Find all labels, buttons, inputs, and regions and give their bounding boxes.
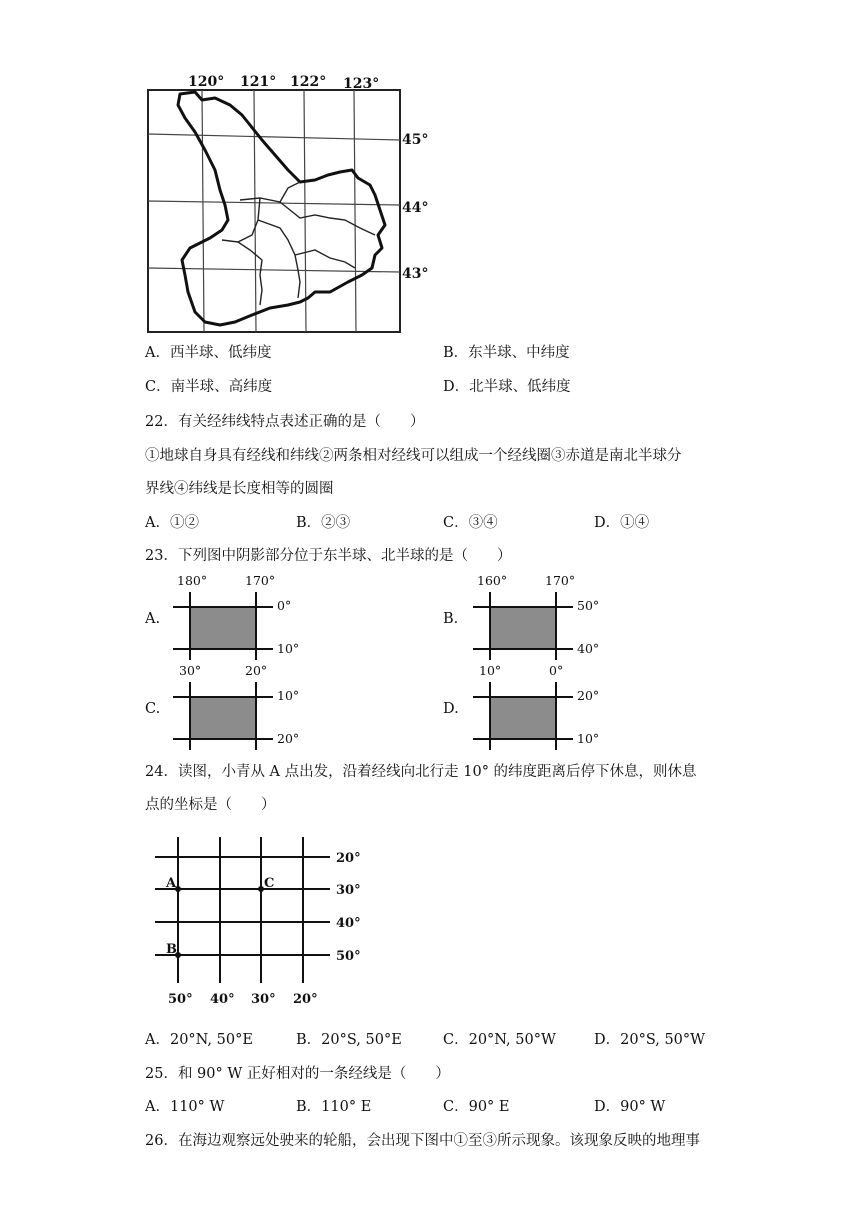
lat-bottom-label: 10° bbox=[277, 641, 300, 656]
q24-option-c[interactable]: C．20°N, 50°W bbox=[443, 1032, 556, 1048]
map-lat-label: 45° bbox=[402, 132, 429, 148]
map-lon-label: 121° bbox=[240, 74, 277, 90]
lat-label: 50° bbox=[336, 949, 361, 964]
region-map-figure bbox=[140, 70, 440, 340]
q23-option-a-letter[interactable]: A. bbox=[145, 611, 161, 627]
lon-label: 20° bbox=[293, 992, 318, 1007]
q25-option-c[interactable]: C．90° E bbox=[443, 1099, 510, 1115]
q23-diagram-d[interactable] bbox=[465, 660, 615, 750]
lat-label: 20° bbox=[336, 851, 361, 866]
lon-label: 40° bbox=[210, 992, 235, 1007]
lon-right-label: 0° bbox=[549, 663, 564, 678]
q22-option-c[interactable]: C．③④ bbox=[443, 515, 498, 531]
lat-top-label: 20° bbox=[577, 688, 600, 703]
map-lon-label: 120° bbox=[188, 74, 225, 90]
q24-option-a[interactable]: A．20°N, 50°E bbox=[145, 1032, 253, 1048]
q21-option-d[interactable]: D．北半球、低纬度 bbox=[443, 379, 571, 395]
lon-right-label: 20° bbox=[245, 663, 268, 678]
q21-option-c[interactable]: C．南半球、高纬度 bbox=[145, 379, 273, 395]
shaded-area bbox=[190, 607, 256, 649]
map-lon-label: 122° bbox=[290, 74, 327, 90]
lon-left-label: 180° bbox=[177, 573, 208, 588]
lat-bottom-label: 40° bbox=[577, 641, 600, 656]
map-lat-label: 44° bbox=[402, 200, 429, 216]
q22-option-a[interactable]: A．①② bbox=[145, 515, 199, 531]
q23-diagram-a[interactable] bbox=[165, 570, 315, 660]
q22-body-line1: ①地球自身具有经线和纬线②两条相对经线可以组成一个经线圈③赤道是南北半球分 bbox=[145, 448, 682, 464]
q25-stem: 25．和 90° W 正好相对的一条经线是（ ） bbox=[145, 1066, 450, 1082]
q23-stem: 23．下列图中阴影部分位于东半球、北半球的是（ ） bbox=[145, 548, 512, 564]
lon-left-label: 160° bbox=[477, 573, 508, 588]
lat-top-label: 50° bbox=[577, 598, 600, 613]
q23-option-b-letter[interactable]: B. bbox=[443, 611, 459, 627]
lat-top-label: 10° bbox=[277, 688, 300, 703]
shaded-area bbox=[190, 697, 256, 739]
lon-label: 50° bbox=[168, 992, 193, 1007]
q24-stem-line1: 24．读图，小青从 A 点出发，沿着经线向北行走 10° 的纬度距离后停下休息，则休息 bbox=[145, 764, 697, 780]
q26-stem: 26．在海边观察远处驶来的轮船，会出现下图中①至③所示现象。该现象反映的地理事 bbox=[145, 1133, 700, 1149]
shaded-area bbox=[490, 697, 556, 739]
q21-option-b[interactable]: B．东半球、中纬度 bbox=[443, 345, 570, 361]
map-lon-label: 123° bbox=[343, 76, 380, 92]
lon-right-label: 170° bbox=[245, 573, 276, 588]
q24-grid-figure bbox=[150, 835, 380, 1015]
q22-body-line2: 界线④纬线是长度相等的圆圈 bbox=[145, 481, 334, 497]
map-frame bbox=[148, 90, 400, 332]
q23-diagram-c[interactable] bbox=[165, 660, 315, 750]
grid-lines bbox=[155, 837, 330, 983]
q25-option-b[interactable]: B．110° E bbox=[296, 1099, 372, 1115]
q24-option-b[interactable]: B．20°S, 50°E bbox=[296, 1032, 402, 1048]
q24-stem-line2: 点的坐标是（ ） bbox=[145, 797, 276, 813]
point-b-label: B bbox=[166, 942, 177, 957]
point-a-label: A bbox=[166, 876, 177, 891]
lon-right-label: 170° bbox=[545, 573, 576, 588]
lat-top-label: 0° bbox=[277, 598, 292, 613]
lat-bottom-label: 10° bbox=[577, 731, 600, 746]
q22-stem: 22．有关经纬线特点表述正确的是（ ） bbox=[145, 414, 425, 430]
q21-option-a[interactable]: A．西半球、低纬度 bbox=[145, 345, 272, 361]
lon-left-label: 10° bbox=[479, 663, 502, 678]
q23-diagram-b[interactable] bbox=[465, 570, 615, 660]
q25-option-a[interactable]: A．110° W bbox=[145, 1099, 225, 1115]
shaded-area bbox=[490, 607, 556, 649]
q22-option-d[interactable]: D．①④ bbox=[594, 515, 650, 531]
lat-label: 40° bbox=[336, 916, 361, 931]
q22-option-b[interactable]: B．②③ bbox=[296, 515, 351, 531]
lat-bottom-label: 20° bbox=[277, 731, 300, 746]
lon-label: 30° bbox=[251, 992, 276, 1007]
q23-option-d-letter[interactable]: D. bbox=[443, 701, 459, 717]
q23-option-c-letter[interactable]: C. bbox=[145, 701, 161, 717]
map-lat-label: 43° bbox=[402, 266, 429, 282]
q24-option-d[interactable]: D．20°S, 50°W bbox=[594, 1032, 706, 1048]
lon-left-label: 30° bbox=[179, 663, 202, 678]
q25-option-d[interactable]: D．90° W bbox=[594, 1099, 666, 1115]
lat-label: 30° bbox=[336, 883, 361, 898]
region-internal-boundaries bbox=[222, 182, 375, 305]
point-c-label: C bbox=[264, 876, 275, 891]
